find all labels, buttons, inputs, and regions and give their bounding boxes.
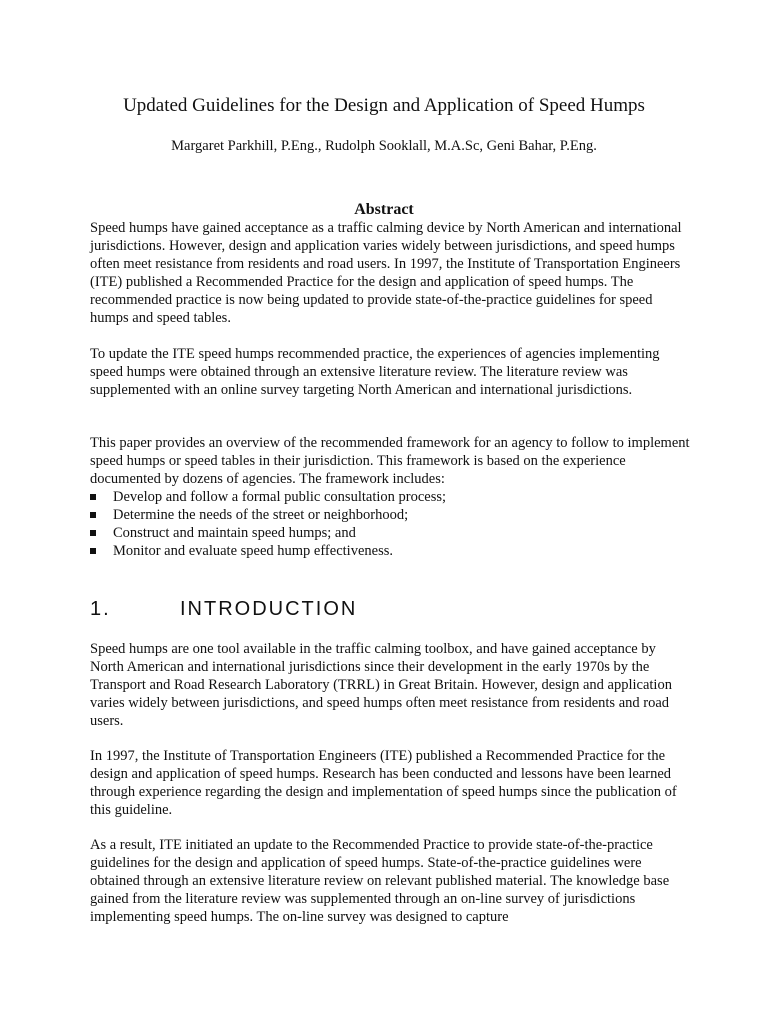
square-bullet-icon: [90, 512, 96, 518]
list-item: [90, 506, 690, 524]
list-item-text: Construct and maintain speed humps; and: [113, 525, 356, 541]
list-item-text: Develop and follow a formal public consultation process;: [113, 489, 447, 505]
abstract-paragraph-3: This paper provides an overview of the recommended framework for an agency to follow to implement speed humps or speed tables in their jurisdiction. This framework is based on the experience documented by dozens of agencies. The framework includes:: [90, 435, 690, 487]
section-number: 1.: [90, 598, 111, 620]
list-item: [90, 524, 690, 542]
intro-paragraph-2: In 1997, the Institute of Transportation Engineers (ITE) published a Recommended Practice for the design and application of speed humps. Research has been conducted and lessons have been learned through experience regarding the design and implementation of speed humps since the publication of this guideline.: [90, 748, 677, 818]
list-item: [90, 488, 690, 506]
square-bullet-icon: [90, 494, 96, 500]
intro-paragraph-3: As a result, ITE initiated an update to the Recommended Practice to provide state-of-the-practice guidelines for the design and application of speed humps. State-of-the-practice guidelines were obtained through an extensive literature review on relevant published material. The knowledge base gained from the literature review was supplemented through an on-line survey of jurisdictions implementing speed humps. The on-line survey was designed to capture: [90, 837, 670, 925]
intro-paragraph-1: Speed humps are one tool available in the traffic calming toolbox, and have gained acceptance by North American and international jurisdictions since their development in the early 1970s by the Transport and Road Research Laboratory (TRRL) in Great Britain. However, design and application varies widely between jurisdictions, and speed humps often meet resistance from residents and road users.: [90, 641, 672, 729]
abstract-paragraph-2: To update the ITE speed humps recommended practice, the experiences of agencies implementing speed humps were obtained through an extensive literature review. The literature review was supplemented with an online survey targeting North American and international jurisdictions.: [90, 346, 660, 398]
list-item: [90, 542, 690, 560]
paper-title: Updated Guidelines for the Design and Application of Speed Humps: [123, 95, 645, 116]
section-title: INTRODUCTION: [180, 598, 358, 620]
abstract-heading: Abstract: [354, 201, 414, 218]
framework-list: [90, 488, 690, 560]
paper-authors: Margaret Parkhill, P.Eng., Rudolph Sooklall, M.A.Sc, Geni Bahar, P.Eng.: [171, 138, 597, 154]
square-bullet-icon: [90, 530, 96, 536]
list-item-text: Determine the needs of the street or neighborhood;: [113, 507, 409, 523]
abstract-paragraph-1: Speed humps have gained acceptance as a traffic calming device by North American and international jurisdictions. However, design and application varies widely between jurisdictions, and speed humps often meet resistance from residents and road users. In 1997, the Institute of Transportation Engineers (ITE) published a Recommended Practice for the design and application of speed humps. The recommended practice is now being updated to provide state-of-the-practice guidelines for speed humps and speed tables.: [90, 220, 682, 326]
square-bullet-icon: [90, 548, 96, 554]
list-item-text: Monitor and evaluate speed hump effectiveness.: [113, 543, 393, 559]
section-heading-introduction: [90, 597, 357, 621]
